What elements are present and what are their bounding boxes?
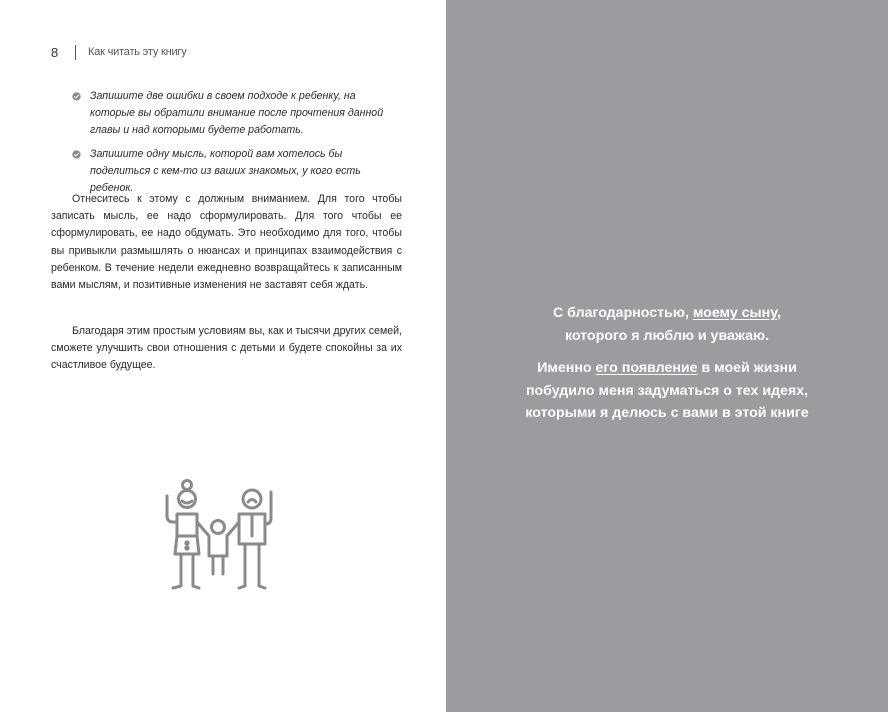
running-head-title: Как читать эту книгу	[88, 46, 187, 58]
check-circle-icon	[72, 92, 81, 101]
dedication-text: ,	[777, 305, 782, 321]
family-icon	[163, 478, 275, 594]
dedication-text: Именно	[537, 360, 596, 376]
right-page	[446, 0, 888, 712]
running-head-divider	[75, 45, 76, 60]
check-circle-icon	[72, 150, 81, 159]
dedication	[446, 302, 888, 435]
dedication-paragraph-2	[446, 357, 888, 425]
list-item	[72, 88, 402, 140]
dedication-underlined-text: его появление	[595, 360, 698, 376]
dedication-text: которыми я делюсь с вами в этой книге	[525, 405, 809, 421]
dedication-text: побудило меня задуматься о тех идеях,	[525, 382, 809, 399]
body-paragraph: Отнеситесь к этому с должным вниманием. Для того чтобы записать мысль, ее надо сформулировать. Для того чтобы ее сформулировать, ее надо обдумать. Это необходимо для того, чтобы вы привыкли размышлять о нюансах и принципах взаимодействия с ребенком. В течение недели ежедневно возвращайтесь к записанным вами мыслям, и позитивные изменения не заставят себя ждать.	[51, 193, 402, 292]
dedication-paragraph-1	[446, 302, 888, 347]
list-item	[72, 146, 402, 198]
page-number: 8	[51, 44, 59, 60]
body-paragraph: Благодаря этим простым условиям вы, как и тысячи других семей, сможете улучшить свои отношения с детьми и будете спокойны за их счастливое будущее.	[51, 325, 402, 372]
list-item-text: Запишите две ошибки в своем подходе к ребенку, на которые вы обратили внимание после прочтения данной главы и над которыми будете работать.	[90, 90, 384, 137]
list-item-text: Запишите одну мысль, которой вам хотелось бы поделиться с кем-то из ваших знакомых, у кого есть ребенок.	[90, 147, 361, 195]
running-head	[51, 44, 187, 60]
task-list	[72, 88, 402, 203]
dedication-text: в моей жизни	[697, 360, 797, 376]
dedication-underlined-text: моему сыну	[692, 305, 778, 321]
dedication-text: С благодарностью,	[552, 305, 693, 321]
dedication-text: которого я люблю и уважаю.	[564, 327, 770, 344]
